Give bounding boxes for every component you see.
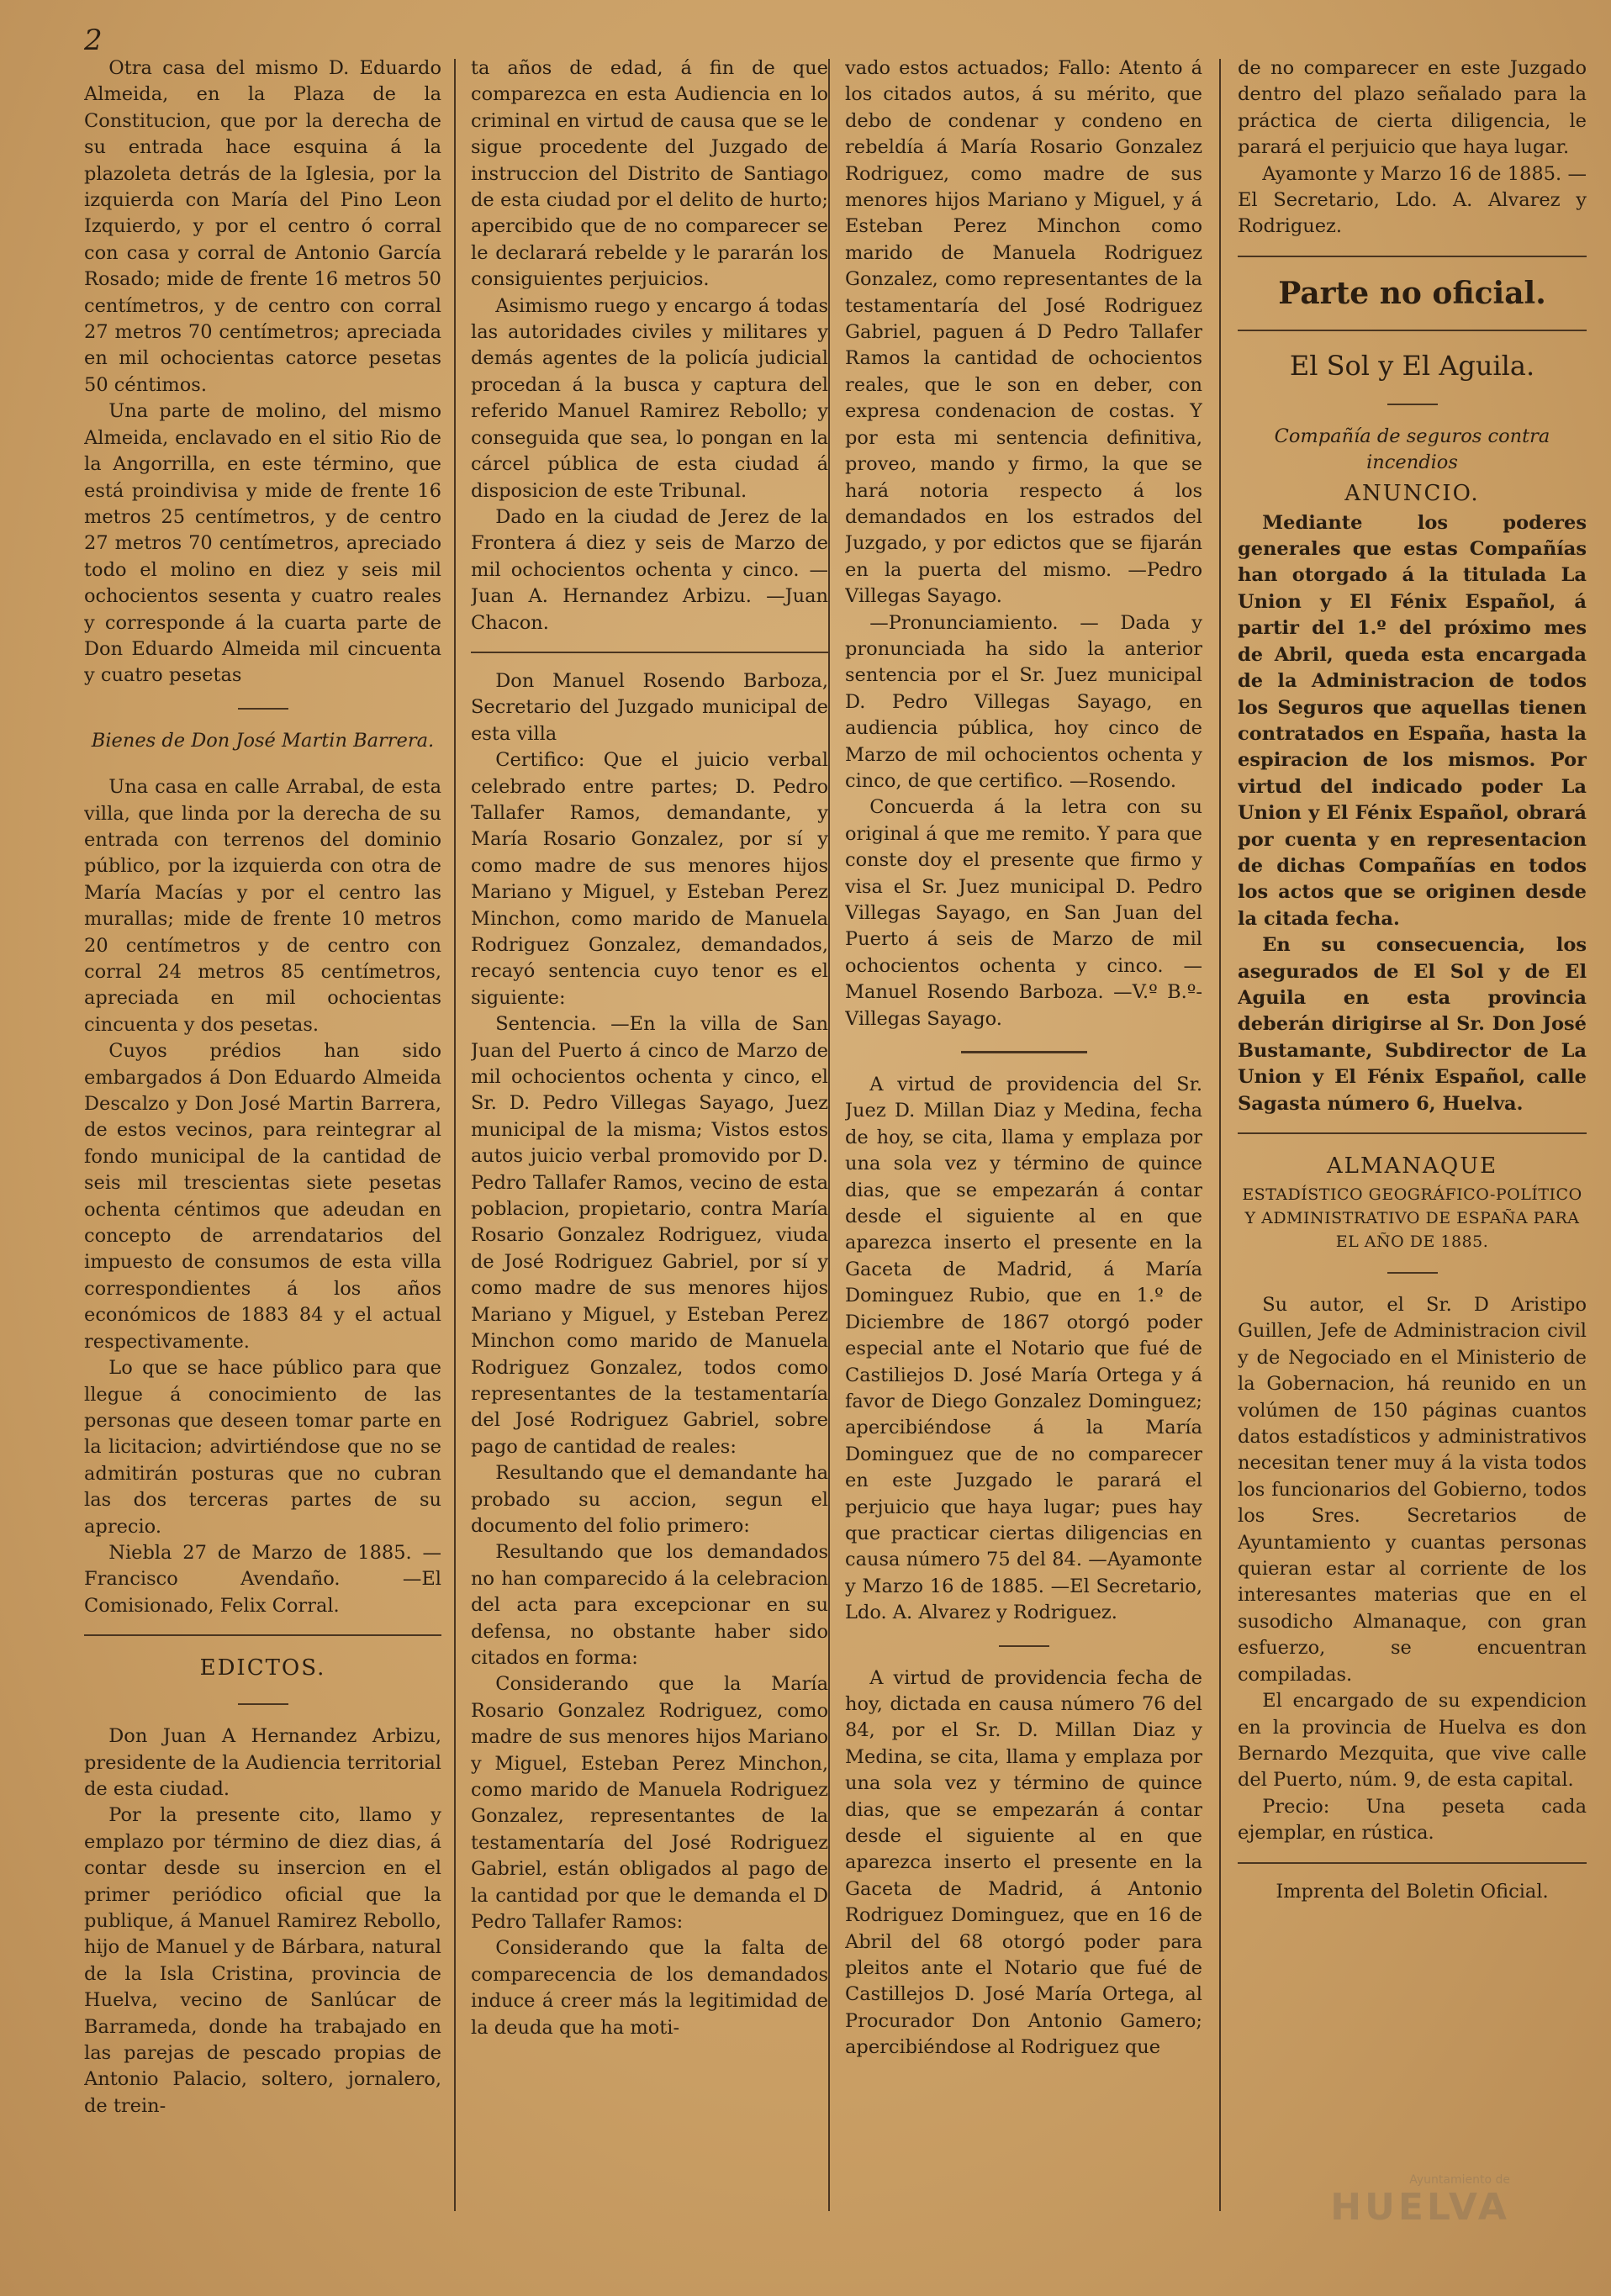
page-number: 2 (84, 24, 103, 57)
paragraph: Una casa en calle Arrabal, de esta villa, que linda por la derecha de su entrada con terrenos del dominio público, por la izquierda con otra de María Macías y por el centro las murallas; mide de frente 10 metros 20 centímetros y de centro con corral 24 metros 85 centímetros, apreciada en mil ochocientas cincuenta y dos pesetas. (84, 776, 441, 1036)
paragraph: Lo que se hace público para que llegue á conocimiento de las personas que deseen tomar parte en la licitacion; advirtiéndose que no se admitirán posturas que no cubran las dos terceras partes de su aprecio. (84, 1357, 441, 1538)
almanaque-heading: ALMANAQUE (1326, 1153, 1498, 1179)
paragraph: Resultando que los demandados no han comparecido á la celebracion del acta para excepcionar en su defensa, no obstante haber sido citados en forma: (471, 1541, 828, 1669)
column-rule (454, 59, 456, 2211)
separator (1387, 1272, 1438, 1274)
divider (1238, 1862, 1587, 1864)
divider (1238, 256, 1587, 257)
paragraph: Otra casa del mismo D. Eduardo Almeida, en la Plaza de la Constitucion, que por la derecha de su entrada hace esquina á la plazoleta detrás de la Iglesia, por la izquierda con María del Pino Leon Izquierdo, y por el centro ó corral con casa y corral de Antonio García Rosado; mide de frente 16 metros 50 centímetros, y de centro con corral 27 metros 70 centímetros; apreciada en mil ochocientas catorce pesetas 50 céntimos. (84, 57, 441, 396)
paragraph: Una parte de molino, del mismo Almeida, enclavado en el sitio Rio de la Angorrilla, en este término, que está proindivisa y mide de frente 16 metros 25 centímetros, y de centro 27 metros 70 centímetros, apreciado todo el molino en diez y seis mil ochocientos sesenta y cuatro reales y corresponde á la cuarta parte de Don Eduardo Almeida mil cincuenta y cuatro pesetas (84, 400, 441, 687)
separator (238, 708, 288, 710)
column-rule (1219, 59, 1221, 2211)
divider (84, 1634, 441, 1636)
paragraph: Su autor, el Sr. D Aristipo Guillen, Jefe de Administracion civil y de Negociado en el Ministerio de la Gobernacion, há reunido en un volúmen de 150 páginas cuantos datos estadísticos y administrativos necesitan tener muy á la vista todos los funcionarios del Gobierno, todos los Sres. Secretarios de Ayuntamiento y cuantas personas quieran estar al corriente de los interesantes materias que en el susodicho Almanaque, con gran esfuerzo, se encuentran compiladas. (1238, 1294, 1587, 1686)
paragraph: Concuerda á la letra con su original á que me remito. Y para que conste doy el presente que firmo y visa el Sr. Juez municipal D. Pedro Villegas Sayago, en San Juan del Puerto á seis de Marzo de mil ochocientos ochenta y cinco. —Manuel Rosendo Barboza. —V.º B.º-Villegas Sayago. (845, 796, 1202, 1030)
paragraph: Cuyos prédios han sido embargados á Don Eduardo Almeida Descalzo y Don José Martin Barrera, de estos vecinos, para reintegrar al fondo municipal de la cantidad de seis mil trescientas siete pesetas ochenta céntimos que adeudan en concepto de arrendatarios del impuesto de consumos de esta villa correspondientes á los años económicos de 1883 84 y el actual respectivamente. (84, 1040, 441, 1353)
paragraph: A virtud de providencia fecha de hoy, dictada en causa número 76 del 84, por el Sr. D. Millan Diaz y Medina, se cita, llama y emplaza por una sola vez y término de quince dias, que se empezarán á contar desde el siguiente al en que aparezca inserto el presente en la Gaceta de Madrid, á Antonio Rodriguez Dominguez, que en 16 de Abril del 68 otorgó poder para pleitos ante el Notario que fué de Castillejos D. José María Ortega, al Procurador Don Antonio Gamero; apercibiéndose al Rodriguez que (845, 1666, 1202, 2059)
paragraph: Considerando que la María Rosario Gonzalez Rodriguez, como madre de sus menores hijos Mariano y Miguel, Esteban Perez Minchon, como marido de Manuela Rodriguez Gonzalez, representantes de la testamentaría del José Rodriguez Gabriel, están obligados al pago de la cantidad por que le demanda el D Pedro Tallafer Ramos: (471, 1673, 828, 1934)
paragraph: En su consecuencia, los asegurados de El Sol y de El Aguila en esta provincia deberán dirigirse al Sr. Don José Bustamante, Subdirector de La Union y El Fénix Español, calle Sagasta número 6, Huelva. (1238, 934, 1587, 1115)
paragraph: A virtud de providencia del Sr. Juez D. Millan Diaz y Medina, fecha de hoy, se cita, llama y emplaza por una sola vez y término de quince dias, que se empezarán á contar desde el siguiente al en que aparezca inserto el presente en la Gaceta de Madrid, á María Dominguez Rubio, que en 1.º de Diciembre de 1867 otorgó poder especial ante el Notario que fué de Castiliejos D. José María Ortega y á favor de Diego Gonzalez Dominguez; apercibiéndose á la María Dominguez que de no comparecer en este Juzgado le parará el perjuicio que haya lugar; pues hay que practicar ciertas diligencias en causa número 75 del 84. —Ayamonte y Marzo 16 de 1885. —El Secretario, Ldo. A. Alvarez y Rodriguez. (845, 1074, 1202, 1624)
column-rule (828, 59, 830, 2211)
paragraph: Por la presente cito, llamo y emplazo por término de diez dias, á contar desde su insercion en el primer periódico oficial que la publique, á Manuel Ramirez Rebollo, hijo de Manuel y de Bárbara, natural de la Isla Cristina, provincia de Huelva, vecino de Sanlúcar de Barrameda, donde ha trabajado en las parejas de pescado propias de Antonio Palacio, soltero, jornalero, de trein- (84, 1804, 441, 2117)
separator (1387, 404, 1438, 405)
paragraph: de no comparecer en este Juzgado dentro del plazo señalado para la práctica de cierta diligencia, le parará el perjuicio que haya lugar. (1238, 57, 1587, 159)
separator (238, 1703, 288, 1705)
section-title: Parte no oficial. (1278, 275, 1546, 311)
paragraph: Don Manuel Rosendo Barboza, Secretario del Juzgado municipal de esta villa (471, 669, 828, 745)
paragraph: Niebla 27 de Marzo de 1885. —Francisco Avendaño. —El Comisionado, Felix Corral. (84, 1541, 441, 1617)
paragraph: Precio: Una peseta cada ejemplar, en rústica. (1238, 1795, 1587, 1845)
paragraph: vado estos actuados; Fallo: Atento á los citados autos, á su mérito, que debo de condenar y condeno en rebeldía á María Rosario Gonzalez Rodriguez, como madre de sus menores hijos Mariano y Miguel, y á Esteban Perez Minchon como marido de Manuela Rodriguez Gonzalez, como representantes de la testamentaría del José Rodriguez Gabriel, paguen á D Pedro Tallafer Ramos la cantidad de ochocientos reales, que le son en deber, con expresa condenacion de costas. Y por esta mi sentencia definitiva, proveo, mando y firmo, la que se hará notoria respecto á los demandados en los estrados del Juzgado, y por edictos que se fijarán en la puerta del mismo. —Pedro Villegas Sayago. (845, 57, 1202, 608)
paragraph: Dado en la ciudad de Jerez de la Frontera á diez y seis de Marzo de mil ochocientos ochenta y cinco. —Juan A. Hernandez Arbizu. —Juan Chacon. (471, 505, 828, 634)
separator (961, 1051, 1087, 1053)
divider (1238, 1132, 1587, 1134)
paragraph: Don Juan A Hernandez Arbizu, presidente de la Audiencia territorial de esta ciudad. (84, 1725, 441, 1800)
edictos-heading: EDICTOS. (199, 1655, 326, 1681)
watermark-line1: Ayuntamiento de (1409, 2173, 1510, 2187)
watermark-line2: HUELVA (1330, 2186, 1510, 2229)
company-name: El Sol y El Aguila. (1289, 349, 1535, 382)
paragraph: Considerando que la falta de comparecencia de los demandados induce á creer más la legitimidad de la deuda que ha moti- (471, 1937, 828, 2039)
separator (999, 1645, 1049, 1647)
almanaque-subtitle: ESTADÍSTICO GEOGRÁFICO-POLÍTICO Y ADMINISTRATIVO DE ESPAÑA PARA EL AÑO DE 1885. (1242, 1185, 1582, 1251)
column-4 (1238, 55, 1587, 2233)
imprenta-line: Imprenta del Boletin Oficial. (1276, 1880, 1549, 1903)
paragraph: ta años de edad, á fin de que comparezca en esta Audiencia en lo criminal en virtud de causa que se le sigue procedente del Juzgado de instruccion del Distrito de Santiago de esta ciudad por el delito de hurto; apercibido que de no comparecer se le declarará rebelde y le pararán los consiguientes perjuicios. (471, 57, 828, 291)
column-1 (84, 55, 441, 2233)
paragraph: Asimismo ruego y encargo á todas las autoridades civiles y militares y demás agentes de la policía judicial procedan á la busca y captura del referido Manuel Ramirez Rebollo; y conseguida que sea, lo pongan en la cárcel pública de esta ciudad á disposicion de este Tribunal. (471, 294, 828, 502)
anuncio-heading: ANUNCIO. (1344, 480, 1480, 506)
paragraph: Sentencia. —En la villa de San Juan del Puerto á cinco de Marzo de mil ochocientos ochenta y cinco, el Sr. D. Pedro Villegas Sayago, Juez municipal de la misma; Vistos estos autos juicio verbal promovido por D. Pedro Tallafer Ramos, vecino de esta poblacion, propietario, contra María Rosario Gonzalez Rodriguez, viuda de José Rodriguez Gabriel, por sí y como madre de sus menores hijos Mariano y Miguel, y Esteban Perez Minchon como marido de Manuela Rodriguez Gonzalez, todos como representantes de la testamentaría del José Rodriguez Gabriel, sobre pago de cantidad de reales: (471, 1013, 828, 1458)
paragraph: —Pronunciamiento. — Dada y pronunciada ha sido la anterior sentencia por el Sr. Juez municipal D. Pedro Villegas Sayago, en audiencia pública, hoy cinco de Marzo de mil ochocientos ochenta y cinco, de que certifico. —Rosendo. (845, 611, 1202, 792)
column-3 (845, 55, 1202, 2233)
paragraph: El encargado de su expendicion en la provincia de Huelva es don Bernardo Mezquita, que vive calle del Puerto, núm. 9, de esta capital. (1238, 1690, 1587, 1792)
divider (1238, 330, 1587, 331)
divider (471, 652, 828, 653)
column-2 (471, 55, 828, 2233)
paragraph: Mediante los poderes generales que estas Compañías han otorgado á la titulada La Union y El Fénix Español, á partir del 1.º del próximo mes de Abril, queda esta encargada de la Administracion de todos los Seguros que aquellas tienen contratados en España, hasta la espiracion de los mismos. Por virtud del indicado poder La Union y El Fénix Español, obrará por cuenta y en representacion de dichas Compañías en todos los actos que se originen desde la citada fecha. (1238, 511, 1587, 930)
company-subtitle: Compañía de seguros contra incendios (1274, 425, 1550, 474)
section-heading: Bienes de Don José Martin Barrera. (91, 729, 435, 752)
paragraph: Resultando que el demandante ha probado su accion, segun el documento del folio primero: (471, 1462, 828, 1537)
paragraph: Certifico: Que el juicio verbal celebrado entre partes; D. Pedro Tallafer Ramos, demandante, y María Rosario Gonzalez, por sí y como madre de sus menores hijos Mariano y Miguel, y Esteban Perez Minchon, como marido de Manuela Rodriguez Gonzalez, demandados, recayó sentencia cuyo tenor es el siguiente: (471, 749, 828, 1009)
paragraph: Ayamonte y Marzo 16 de 1885. —El Secretario, Ldo. A. Alvarez y Rodriguez. (1238, 162, 1587, 238)
